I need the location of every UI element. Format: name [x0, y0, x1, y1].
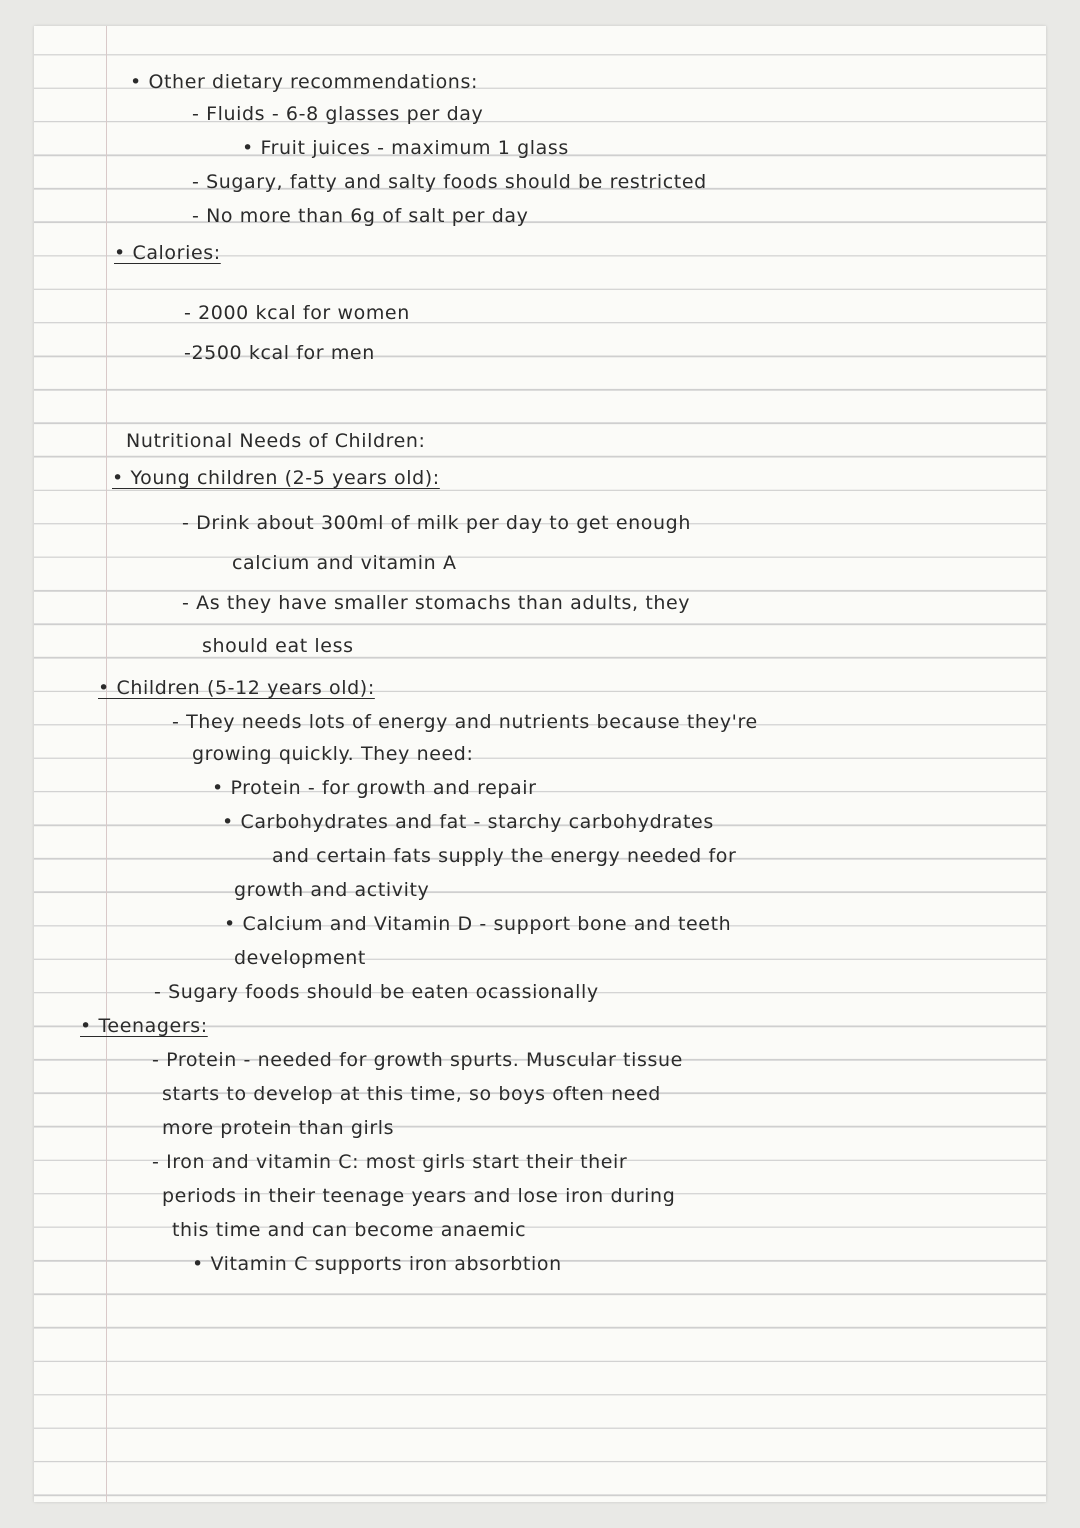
note-periods: periods in their teenage years and lose iron during: [162, 1185, 676, 1207]
note-calories-women: - 2000 kcal for women: [184, 302, 410, 324]
note-anaemic: this time and can become anaemic: [172, 1219, 527, 1241]
note-development: development: [234, 947, 366, 969]
note-growth-activity: growth and activity: [234, 879, 430, 901]
note-carbohydrates-fat: • Carbohydrates and fat - starchy carbohydrates: [222, 811, 714, 833]
note-calcium-vitamin-d: • Calcium and Vitamin D - support bone and teeth: [224, 913, 732, 935]
note-fruit-juices: • Fruit juices - maximum 1 glass: [242, 137, 569, 159]
note-sugary-occasionally: - Sugary foods should be eaten ocassionally: [154, 981, 599, 1003]
heading-other-dietary: • Other dietary recommendations:: [130, 71, 478, 93]
note-milk: - Drink about 300ml of milk per day to get enough: [182, 512, 691, 534]
note-fluids: - Fluids - 6-8 glasses per day: [192, 103, 484, 125]
heading-young-children: • Young children (2-5 years old):: [112, 467, 440, 489]
note-more-protein: more protein than girls: [162, 1117, 395, 1139]
heading-children-5-12: • Children (5-12 years old):: [98, 677, 375, 699]
note-protein-spurts: - Protein - needed for growth spurts. Muscular tissue: [152, 1049, 683, 1071]
note-fats-energy: and certain fats supply the energy needed for: [272, 845, 737, 867]
note-calcium-vitamin-a: calcium and vitamin A: [232, 552, 457, 574]
note-salt: - No more than 6g of salt per day: [192, 205, 529, 227]
note-protein-growth: • Protein - for growth and repair: [212, 777, 537, 799]
note-muscular-tissue: starts to develop at this time, so boys often need: [162, 1083, 661, 1105]
note-eat-less: should eat less: [202, 635, 354, 657]
note-energy-nutrients: - They needs lots of energy and nutrients because they're: [172, 711, 758, 733]
margin-line: [106, 26, 107, 1502]
note-iron-absorption: • Vitamin C supports iron absorbtion: [192, 1253, 562, 1275]
note-sugary-foods: - Sugary, fatty and salty foods should be restricted: [192, 171, 707, 193]
note-smaller-stomachs: - As they have smaller stomachs than adults, they: [182, 592, 691, 614]
heading-teenagers: • Teenagers:: [80, 1015, 208, 1037]
note-growing-quickly: growing quickly. They need:: [192, 743, 474, 765]
heading-nutritional-needs-children: Nutritional Needs of Children:: [126, 430, 426, 452]
heading-calories: • Calories:: [114, 242, 221, 264]
notebook-page: [34, 26, 1046, 1502]
note-iron-vitamin-c: - Iron and vitamin C: most girls start their their: [152, 1151, 628, 1173]
note-calories-men: -2500 kcal for men: [184, 342, 375, 364]
